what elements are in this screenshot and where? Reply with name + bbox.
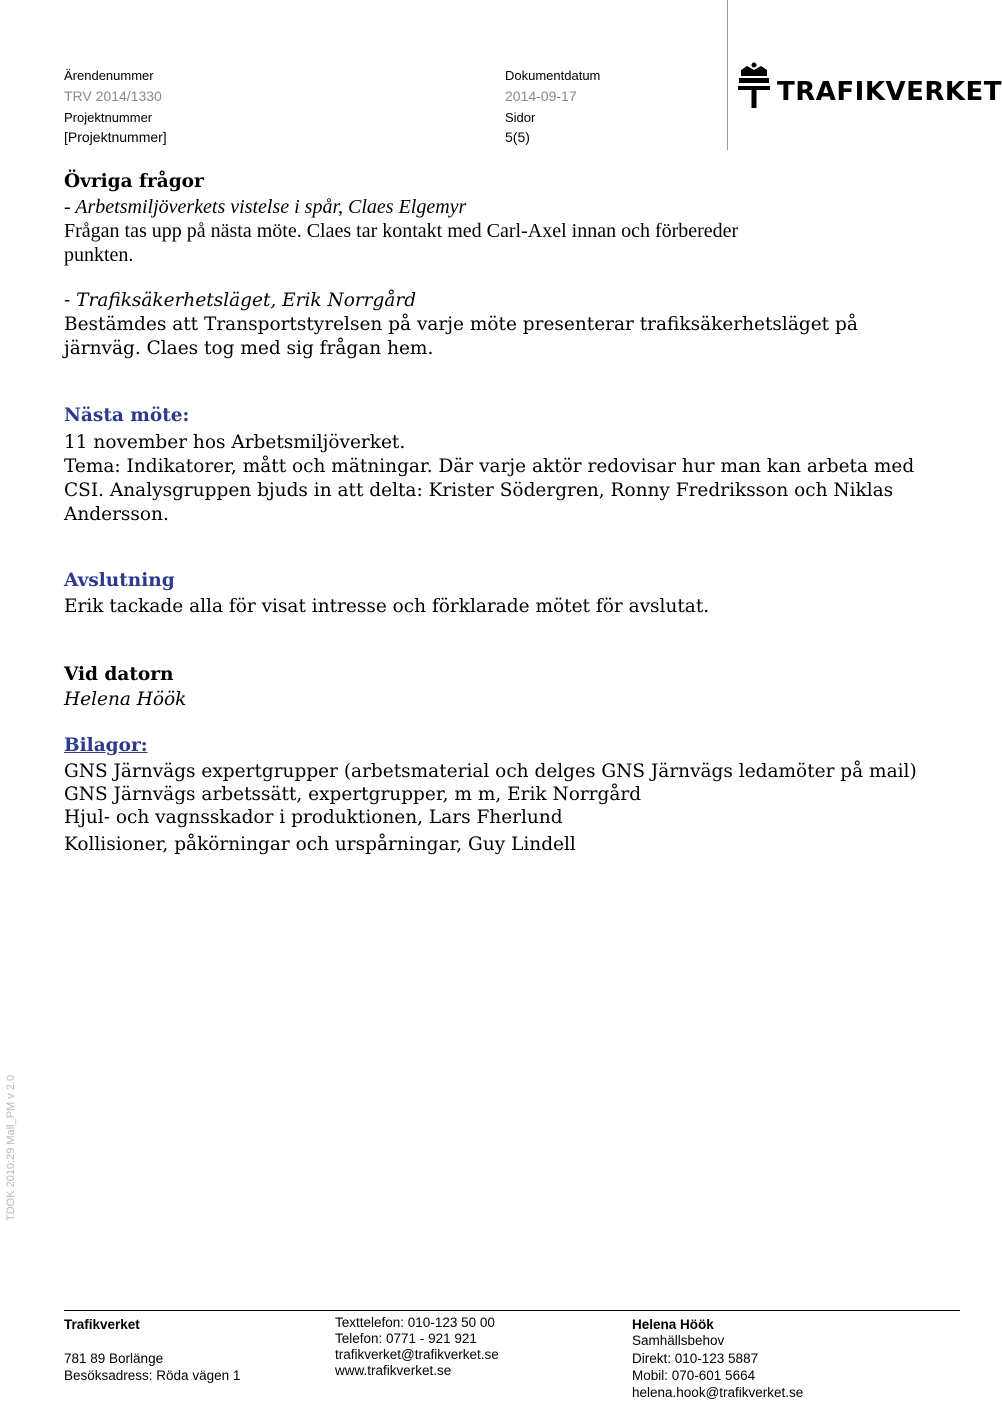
bilagor-item: GNS Järnvägs arbetssätt, expertgrupper, m m, Erik Norrgård bbox=[64, 784, 642, 805]
bilagor-item: GNS Järnvägs expertgrupper (arbetsmaterial och delges GNS Järnvägs ledamöter på mail) bbox=[64, 761, 917, 782]
avslutning-text: Erik tackade alla för visat intresse och förklarade mötet för avslutat. bbox=[64, 596, 710, 617]
arendenummer-label: Ärendenummer bbox=[64, 68, 154, 83]
item2-text-line1: Bestämdes att Transportstyrelsen på varje möte presenterar trafiksäkerhetsläget på bbox=[64, 314, 858, 335]
bilagor-heading: Bilagor: bbox=[64, 735, 148, 756]
footer-web[interactable]: www.trafikverket.se bbox=[335, 1363, 452, 1378]
footer-mobil: Mobil: 070-601 5664 bbox=[632, 1368, 756, 1383]
nasta-line2: Tema: Indikatorer, mått och mätningar. Där varje aktör redovisar hur man kan arbeta med bbox=[64, 456, 915, 477]
ovriga-heading: Övriga frågor bbox=[64, 171, 204, 192]
footer-person-name: Helena Höök bbox=[632, 1317, 714, 1332]
footer-texttelefon: Texttelefon: 010-123 50 00 bbox=[335, 1315, 495, 1330]
footer-person-unit: Samhällsbehov bbox=[632, 1333, 725, 1348]
nasta-line1: 11 november hos Arbetsmiljöverket. bbox=[64, 432, 406, 453]
item1-text-line2: punkten. bbox=[64, 244, 134, 266]
sidor-label: Sidor bbox=[505, 110, 536, 125]
footer-company: Trafikverket bbox=[64, 1317, 140, 1332]
logo-text: TRAFIKVERKET bbox=[777, 77, 1002, 107]
crown-icon bbox=[735, 62, 773, 110]
template-id-text: TDOK 2010:29 Mall_PM v 2.0 bbox=[5, 1074, 17, 1221]
dokumentdatum-value: 2014-09-17 bbox=[505, 88, 577, 104]
vid-datorn-name: Helena Höök bbox=[64, 689, 187, 710]
footer-postal: 781 89 Borlänge bbox=[64, 1351, 164, 1366]
projektnummer-label: Projektnummer bbox=[64, 110, 153, 125]
footer-telefon: Telefon: 0771 - 921 921 bbox=[335, 1331, 477, 1346]
item1-title: - Arbetsmiljöverkets vistelse i spår, Claes Elgemyr bbox=[64, 196, 467, 218]
footer-divider bbox=[64, 1310, 960, 1311]
footer-direkt: Direkt: 010-123 5887 bbox=[632, 1351, 759, 1366]
nasta-heading: Nästa möte: bbox=[64, 405, 190, 426]
bilagor-item: Kollisioner, påkörningar och urspårningar, Guy Lindell bbox=[64, 834, 576, 855]
arendenummer-value: TRV 2014/1330 bbox=[64, 88, 162, 104]
header-divider bbox=[727, 0, 728, 150]
projektnummer-value: [Projektnummer] bbox=[64, 129, 167, 145]
footer-person-email[interactable]: helena.hook@trafikverket.se bbox=[632, 1385, 804, 1400]
item2-title-text: Trafiksäkerhetsläget, Erik Norrgård bbox=[76, 290, 417, 311]
sidor-value: 5(5) bbox=[505, 129, 530, 145]
dokumentdatum-label: Dokumentdatum bbox=[505, 68, 601, 83]
avslutning-heading: Avslutning bbox=[64, 570, 175, 591]
item2-text-line2: järnväg. Claes tog med sig frågan hem. bbox=[64, 338, 434, 359]
item2-title bbox=[64, 289, 416, 313]
item2-prefix: - bbox=[64, 290, 77, 311]
vid-datorn-heading: Vid datorn bbox=[64, 664, 174, 685]
nasta-line3: CSI. Analysgruppen bjuds in att delta: Krister Södergren, Ronny Fredriksson och Niklas bbox=[64, 480, 894, 501]
bilagor-item: Hjul- och vagnsskador i produktionen, Lars Fherlund bbox=[64, 807, 563, 828]
nasta-line4: Andersson. bbox=[64, 504, 169, 525]
footer-visit: Besöksadress: Röda vägen 1 bbox=[64, 1368, 241, 1383]
footer-email[interactable]: trafikverket@trafikverket.se bbox=[335, 1347, 499, 1362]
item1-text-line1: Frågan tas upp på nästa möte. Claes tar kontakt med Carl-Axel innan och förbereder bbox=[64, 220, 739, 242]
